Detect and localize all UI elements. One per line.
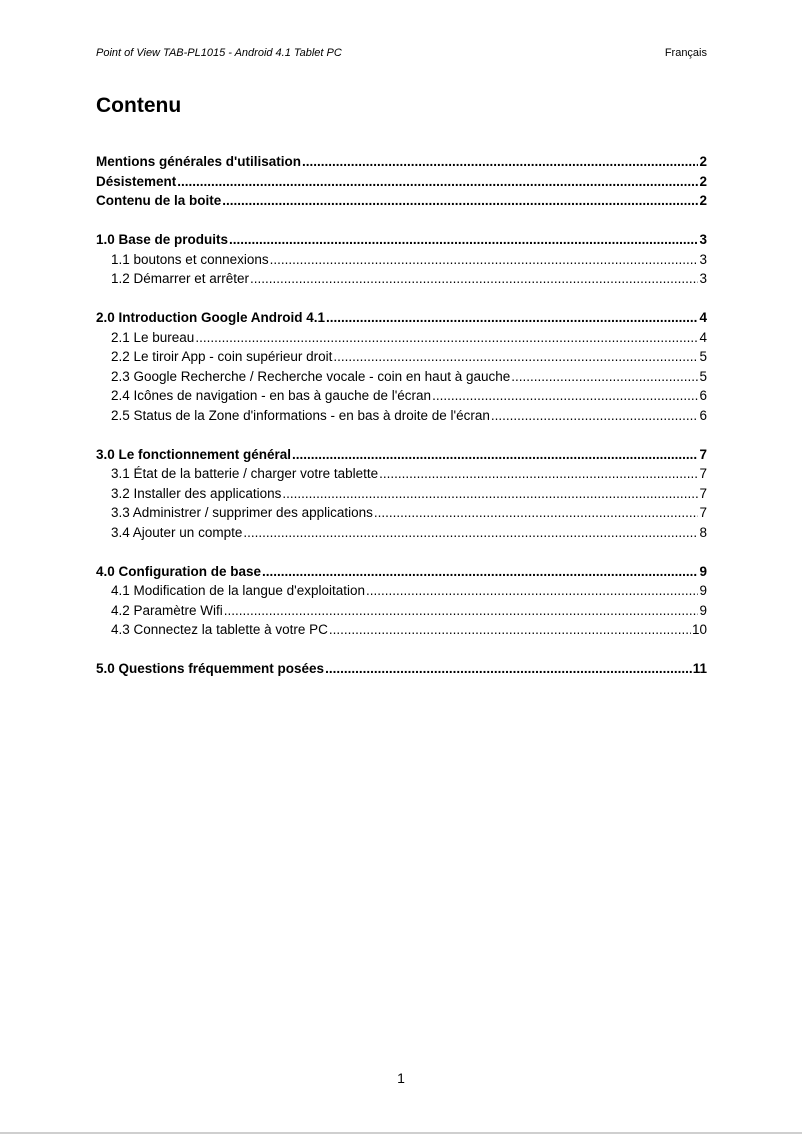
toc-dot-leader: [224, 601, 699, 621]
toc-entry-label: Désistement: [96, 173, 177, 189]
page-number: 1: [397, 1070, 405, 1086]
toc-entry-page: 7: [699, 446, 707, 462]
toc-dot-leader: [262, 562, 698, 582]
toc-entry-page: 3: [699, 232, 707, 247]
toc-subsection-entry[interactable]: [96, 269, 707, 289]
toc-dot-leader: [325, 659, 692, 679]
toc-dot-leader: [243, 523, 698, 543]
toc-dot-leader: [270, 250, 699, 270]
toc-entry-page: 4: [699, 310, 707, 325]
toc-entry-page: 6: [699, 388, 707, 403]
toc-subsection-entry[interactable]: [96, 620, 707, 640]
toc-entry-label: Mentions générales d'utilisation: [96, 154, 301, 169]
toc-entry-label: 4.1 Modification de la langue d'exploitation: [111, 583, 366, 598]
toc-entry-page: 9: [699, 563, 707, 579]
toc-chapter-entry[interactable]: [96, 230, 707, 250]
toc-entry-label: 4.3 Connectez la tablette à votre PC: [111, 622, 328, 637]
toc-dot-leader: [282, 484, 698, 504]
toc-entry-page: 5: [699, 368, 707, 384]
toc-dot-leader: [491, 406, 699, 426]
toc-section: [96, 308, 707, 425]
toc-entry-label: 2.0 Introduction Google Android 4.1: [96, 310, 326, 325]
toc-entry-page: 3: [699, 271, 707, 286]
toc-entry-label: 2.3 Google Recherche / Recherche vocale - coin en haut à gauche: [111, 368, 511, 384]
toc-dot-leader: [229, 230, 698, 250]
toc-subsection-entry[interactable]: [96, 484, 707, 504]
toc-entry-page: 5: [699, 349, 707, 364]
toc-chapter-entry[interactable]: [96, 308, 707, 328]
toc-dot-leader: [250, 269, 698, 289]
toc-entry-page: 4: [699, 329, 707, 345]
toc-entry-page: 9: [699, 602, 707, 618]
toc-entry-label: 1.0 Base de produits: [96, 232, 229, 247]
toc-entry-label: 1.2 Démarrer et arrêter: [111, 271, 250, 286]
toc-subsection-entry[interactable]: [96, 464, 707, 484]
toc-entry-label: 3.3 Administrer / supprimer des applications: [111, 505, 373, 520]
toc-entry-page: 3: [699, 251, 707, 267]
toc-entry-page: 2: [699, 173, 707, 189]
toc-chapter-entry[interactable]: [96, 562, 707, 582]
toc-entry-label: 2.2 Le tiroir App - coin supérieur droit: [111, 349, 333, 364]
toc-entry-label: 1.1 boutons et connexions: [111, 251, 269, 267]
toc-dot-leader: [222, 191, 698, 211]
toc-dot-leader: [432, 386, 698, 406]
toc-entry-label: 4.0 Configuration de base: [96, 563, 262, 579]
toc-dot-leader: [329, 620, 691, 640]
toc-subsection-entry[interactable]: [96, 601, 707, 621]
toc-entry-page: 2: [699, 193, 707, 208]
toc-dot-leader: [511, 367, 698, 387]
toc-dot-leader: [366, 581, 698, 601]
toc-dot-leader: [379, 464, 698, 484]
table-of-contents: [96, 152, 707, 698]
language-label: Français: [664, 47, 707, 59]
toc-entry-label: 4.2 Paramètre Wifi: [111, 602, 223, 618]
toc-dot-leader: [326, 308, 698, 328]
toc-dot-leader: [333, 347, 698, 367]
toc-subsection-entry[interactable]: [96, 523, 707, 543]
toc-section: [96, 445, 707, 543]
toc-entry-page: 9: [699, 583, 707, 598]
toc-entry-label: 3.1 État de la batterie / charger votre tablette: [111, 466, 379, 481]
toc-entry-label: 5.0 Questions fréquemment posées: [96, 661, 325, 676]
toc-subsection-entry[interactable]: [96, 581, 707, 601]
page-header: [96, 46, 707, 60]
toc-entry-label: 2.1 Le bureau: [111, 329, 195, 345]
document-title-header: Point of View TAB-PL1015 - Android 4.1 Tablet PC: [96, 47, 342, 59]
toc-chapter-entry[interactable]: [96, 191, 707, 211]
toc-entry-label: 2.4 Icônes de navigation - en bas à gauche de l'écran: [111, 388, 432, 403]
toc-section: [96, 562, 707, 640]
toc-entry-label: 3.4 Ajouter un compte: [111, 524, 243, 540]
toc-section: [96, 230, 707, 289]
toc-entry-page: 7: [699, 505, 707, 520]
toc-dot-leader: [374, 503, 699, 523]
toc-entry-label: 2.5 Status de la Zone d'informations - en bas à droite de l'écran: [111, 407, 490, 423]
toc-dot-leader: [195, 328, 698, 348]
toc-subsection-entry[interactable]: [96, 386, 707, 406]
toc-subsection-entry[interactable]: [96, 250, 707, 270]
toc-entry-page: 6: [699, 407, 707, 423]
toc-entry-label: Contenu de la boite: [96, 193, 222, 208]
toc-chapter-entry[interactable]: [96, 659, 707, 679]
toc-entry-page: 10: [691, 622, 707, 637]
toc-dot-leader: [292, 445, 698, 465]
toc-dot-leader: [302, 152, 698, 172]
toc-chapter-entry[interactable]: [96, 172, 707, 192]
toc-section: [96, 152, 707, 211]
toc-dot-leader: [177, 172, 698, 192]
toc-subsection-entry[interactable]: [96, 367, 707, 387]
toc-entry-page: 2: [699, 154, 707, 169]
toc-entry-page: 8: [699, 524, 707, 540]
toc-subsection-entry[interactable]: [96, 347, 707, 367]
toc-subsection-entry[interactable]: [96, 328, 707, 348]
toc-subsection-entry[interactable]: [96, 503, 707, 523]
toc-section: [96, 659, 707, 679]
page-title: Contenu: [96, 94, 182, 117]
toc-entry-page: 11: [692, 661, 707, 676]
toc-subsection-entry[interactable]: [96, 406, 707, 426]
toc-entry-label: 3.2 Installer des applications: [111, 485, 282, 501]
toc-chapter-entry[interactable]: [96, 152, 707, 172]
toc-entry-page: 7: [699, 485, 707, 501]
toc-entry-page: 7: [699, 466, 707, 481]
toc-entry-label: 3.0 Le fonctionnement général: [96, 446, 292, 462]
toc-chapter-entry[interactable]: [96, 445, 707, 465]
